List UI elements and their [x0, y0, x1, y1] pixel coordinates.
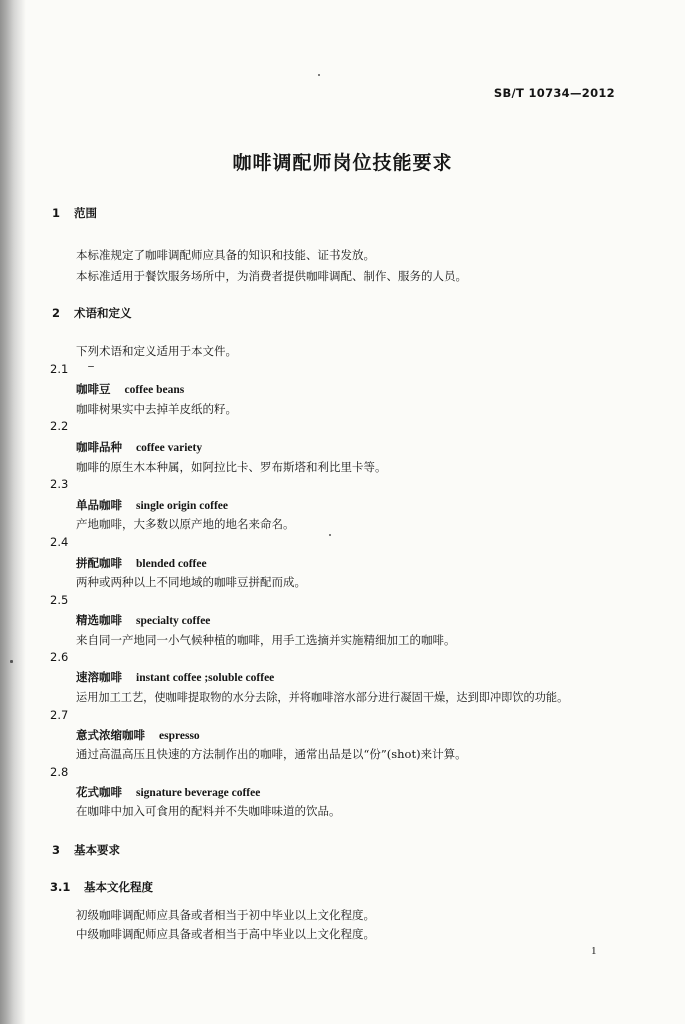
term-heading — [76, 612, 210, 628]
section-1-number: 1 — [52, 206, 61, 220]
scan-speck — [329, 534, 331, 536]
term-number: 2.4 — [50, 535, 69, 549]
term-definition: 在咖啡中加入可食用的配料并不失咖啡味道的饮品。 — [76, 804, 341, 818]
subsection-3-1-paragraph: 初级咖啡调配师应具备或者相当于初中毕业以上文化程度。 — [76, 908, 375, 922]
term-en: single origin coffee — [136, 500, 228, 512]
standard-code: SB/T 10734—2012 — [493, 86, 615, 100]
term-definition: 咖啡的原生木本种属，如阿拉比卡、罗布斯塔和利比里卡等。 — [76, 460, 387, 474]
section-1-paragraph: 本标准规定了咖啡调配师应具备的知识和技能、证书发放。 — [76, 248, 375, 262]
term-zh: 单品咖啡 — [76, 498, 122, 512]
term-zh: 拼配咖啡 — [76, 556, 122, 570]
section-2-heading — [52, 305, 132, 321]
term-heading — [76, 381, 184, 397]
term-en: coffee beans — [124, 384, 185, 396]
section-1-paragraph: 本标准适用于餐饮服务场所中，为消费者提供咖啡调配、制作、服务的人员。 — [76, 269, 467, 283]
scan-speck — [88, 366, 94, 367]
term-number: 2.7 — [50, 708, 69, 722]
section-1-title: 范围 — [74, 206, 97, 220]
section-3-heading — [52, 842, 120, 858]
scan-speck — [318, 74, 320, 76]
term-heading — [76, 669, 274, 685]
section-2-number: 2 — [52, 306, 61, 320]
term-definition: 来自同一产地同一小气候种植的咖啡，用手工选摘并实施精细加工的咖啡。 — [76, 633, 456, 647]
term-number: 2.6 — [50, 650, 69, 664]
term-en: instant coffee ;soluble coffee — [136, 672, 275, 684]
section-1-heading — [52, 205, 97, 221]
term-zh: 花式咖啡 — [76, 785, 122, 799]
term-heading — [76, 555, 207, 571]
term-zh: 速溶咖啡 — [76, 670, 122, 684]
term-heading — [76, 439, 202, 455]
term-number: 2.3 — [50, 477, 69, 491]
section-2-intro: 下列术语和定义适用于本文件。 — [76, 344, 237, 358]
term-heading — [76, 784, 260, 800]
scan-speck — [10, 660, 13, 663]
term-definition: 咖啡树果实中去掉羊皮纸的籽。 — [76, 402, 237, 416]
term-number: 2.1 — [50, 362, 69, 376]
term-zh: 咖啡品种 — [76, 440, 122, 454]
term-zh: 咖啡豆 — [76, 382, 111, 396]
subsection-3-1-heading — [50, 879, 153, 895]
term-heading — [76, 727, 200, 743]
subsection-3-1-number: 3.1 — [50, 880, 71, 894]
term-zh: 精选咖啡 — [76, 613, 122, 627]
term-en: coffee variety — [136, 442, 203, 454]
term-heading — [76, 497, 228, 513]
section-2-title: 术语和定义 — [74, 306, 132, 320]
term-en: espresso — [159, 730, 200, 742]
term-en: specialty coffee — [136, 615, 211, 627]
term-en: blended coffee — [136, 558, 207, 570]
subsection-3-1-paragraph: 中级咖啡调配师应具备或者相当于高中毕业以上文化程度。 — [76, 927, 375, 941]
term-en: signature beverage coffee — [136, 787, 261, 799]
term-definition: 运用加工工艺，使咖啡提取物的水分去除，并将咖啡溶水部分进行凝固干燥，达到即冲即饮的功能。 — [76, 691, 569, 704]
page-number: 1 — [591, 945, 597, 957]
section-3-title: 基本要求 — [74, 843, 120, 857]
term-number: 2.5 — [50, 593, 69, 607]
term-definition: 两种或两种以上不同地域的咖啡豆拼配而成。 — [76, 575, 306, 589]
term-zh: 意式浓缩咖啡 — [76, 728, 145, 742]
term-number: 2.2 — [50, 419, 69, 433]
subsection-3-1-title: 基本文化程度 — [84, 880, 153, 894]
section-3-number: 3 — [52, 843, 61, 857]
term-number: 2.8 — [50, 765, 69, 779]
term-definition: 通过高温高压且快速的方法制作出的咖啡，通常出品是以“份”(shot)来计算。 — [76, 747, 467, 761]
document-title: 咖啡调配师岗位技能要求 — [232, 152, 453, 174]
term-definition: 产地咖啡，大多数以原产地的地名来命名。 — [76, 517, 295, 531]
